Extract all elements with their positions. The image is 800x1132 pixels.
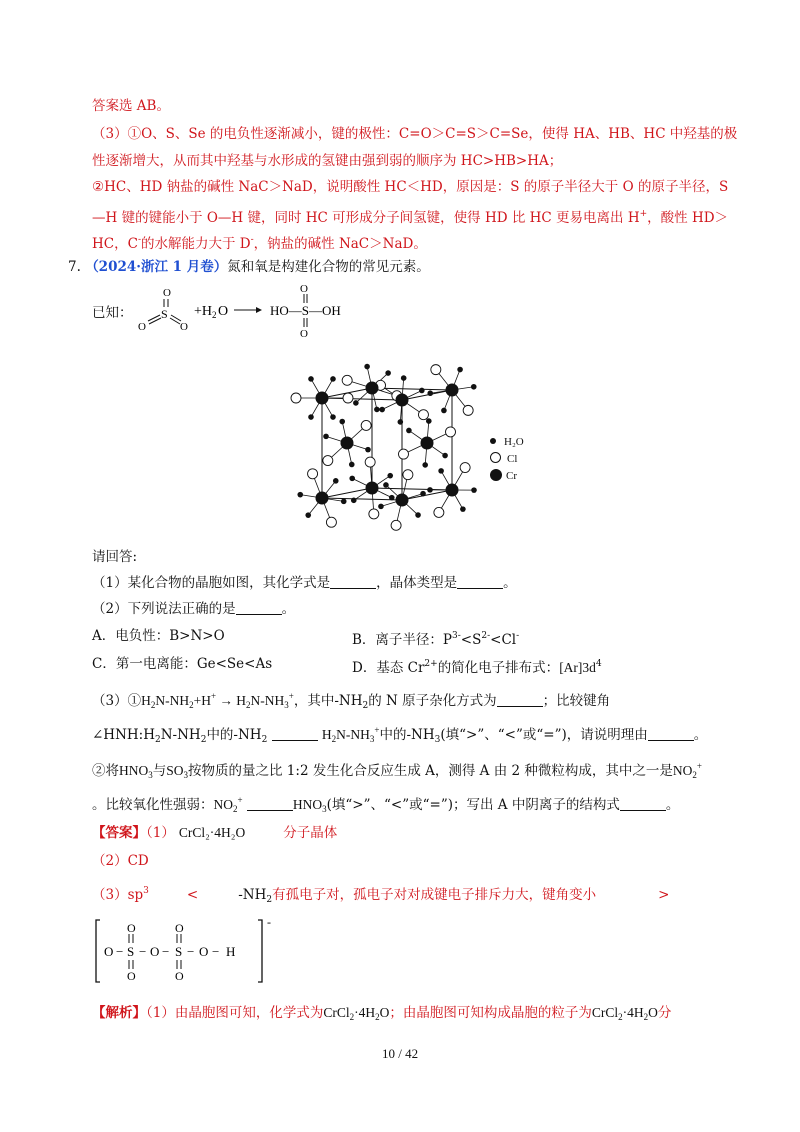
- cr-atom: [446, 484, 459, 497]
- svg-text:−: −: [212, 944, 220, 959]
- svg-text:O: O: [300, 328, 308, 338]
- legend-label: Cr: [506, 470, 517, 482]
- answer-blank[interactable]: [497, 694, 543, 707]
- h2o-atom: [398, 419, 404, 425]
- cl-atom: [391, 520, 401, 530]
- h2o-atom: [460, 506, 466, 512]
- svg-text:O: O: [180, 321, 188, 333]
- cl-atom: [434, 507, 444, 517]
- text: (填“>”、“<”或“=”)，请说明理由: [440, 727, 648, 743]
- h2o-atom: [364, 364, 370, 370]
- h2o-atom: [385, 370, 391, 376]
- answer-blank[interactable]: [247, 798, 293, 811]
- h2o-atom: [415, 512, 421, 518]
- h2o-atom: [379, 407, 385, 413]
- cl-atom: [291, 393, 301, 403]
- h2o-atom: [297, 492, 303, 498]
- svg-text:S: S: [161, 307, 168, 321]
- text: ；比较键角: [542, 693, 611, 709]
- answer-blank[interactable]: [330, 576, 376, 589]
- answer-reason: 有孤电子对，孤电子对对成键电子排斥力大，键角变小: [272, 887, 597, 903]
- cl-atom: [446, 427, 456, 437]
- text: 分: [657, 1005, 672, 1021]
- cr-atom: [421, 437, 434, 450]
- prev-answer-p3-line1: （3）①O、S、Se 的电负性逐渐减小，键的极性：C=O＞C=S＞C=Se，使得 HA、HB、HC 中羟基的极: [92, 126, 738, 142]
- svg-text:O: O: [127, 969, 136, 983]
- svg-text:O: O: [104, 944, 114, 959]
- svg-text:O: O: [150, 944, 160, 959]
- q3-line1: $(3)①H_2N-NH_2+H^+ \to H_2N-NH_3^+$，其中$-NH_2$的 N 原子杂化方式为 ；比较键角: [92, 691, 611, 711]
- text: （3）sp: [92, 887, 144, 903]
- answer-blank[interactable]: [620, 798, 666, 811]
- cl-atom: [323, 456, 333, 466]
- h2o-atom: [349, 462, 355, 468]
- question-source: （2024·浙江 1 月卷）: [85, 259, 228, 275]
- h2o-atom: [339, 419, 345, 425]
- text: —H 键的键能小于 O—H 键，同时 HC 可形成分子间氢键，使得 HD 比 HC 更易电离出 H: [92, 210, 640, 226]
- option-d: D．基态 $Cr^{2+}$的简化电子排布式：$[Ar]3d^4$: [352, 659, 602, 676]
- legend-label: Cl: [507, 453, 518, 465]
- text: （1）由晶胞图可知，化学式为: [146, 1005, 324, 1021]
- text: 。: [503, 575, 517, 591]
- cl-atom: [326, 517, 336, 527]
- cl-atom: [343, 393, 353, 403]
- answer-blank[interactable]: [272, 728, 318, 741]
- h2o-atom: [349, 476, 355, 482]
- h2o-atom: [389, 495, 395, 501]
- answer-compare-gt: >: [658, 887, 670, 903]
- text: （1）: [146, 825, 175, 841]
- text: 3: [143, 886, 149, 896]
- cr-atom: [341, 437, 354, 450]
- svg-text:S: S: [175, 944, 183, 959]
- answer-1: [92, 823, 337, 843]
- text: HC，C: [92, 236, 138, 252]
- reaction-plus: +H: [194, 304, 213, 319]
- q2: [92, 599, 295, 619]
- answer-crystal-type: 分子晶体: [283, 825, 338, 841]
- q1: [92, 573, 517, 593]
- option-c: C．第一电离能：Ge<Se<As: [92, 656, 273, 672]
- q3-line3: ②将$HNO_3$与$SO_3$按物质的量之比 1:2 发生化合反应生成 A，测得 A 由 2 种微粒构成，其中之一是$NO_2^+$: [92, 761, 702, 780]
- question-stem: 氮和氧是构建化合物的常见元素。: [227, 259, 430, 275]
- h2o-atom: [333, 478, 339, 484]
- h2o-atom: [323, 434, 329, 440]
- legend-cr: [490, 468, 524, 485]
- cr-atom: [366, 382, 379, 395]
- prev-answer-choice: 答案选 AB。: [92, 98, 170, 114]
- option-b: B．离子半径：$P^{3-}<S^{2-}<Cl^-$: [352, 631, 520, 648]
- h2o-atom: [441, 408, 447, 414]
- h2o-atom: [387, 473, 393, 479]
- svg-text:O: O: [163, 287, 171, 299]
- h2o-atom: [426, 418, 432, 424]
- anion-charge: -: [267, 915, 271, 929]
- cl-atom: [418, 410, 428, 420]
- text: ，酸性 HD＞: [647, 210, 729, 226]
- text: 中的-NH: [206, 727, 262, 743]
- text: ，晶体类型是: [376, 575, 458, 591]
- text: ；由晶胞图可知构成晶胞的粒子为: [389, 1005, 592, 1021]
- text: ∠HNH:H: [92, 727, 155, 743]
- text: （1）某化合物的晶胞如图，其化学式是: [92, 575, 331, 591]
- h2o-atom: [330, 414, 336, 420]
- text: D．基态 Cr: [352, 660, 425, 676]
- h2o-atom: [374, 407, 380, 413]
- h2o-atom: [308, 414, 314, 420]
- text: -NH: [238, 887, 267, 903]
- text: 。: [665, 797, 680, 813]
- q3-line4: 。比较氧化性强弱：$NO_2^+$ $HNO_3$(填“>”、“<”或“=”)；写出 A 中阴离子的结构式 。: [92, 795, 680, 814]
- svg-text:2: 2: [212, 310, 217, 320]
- prev-answer-p3-line2: 性逐渐增大，从而其中羟基与水形成的氢键由强到弱的顺序为 HC>HB>HA；: [92, 153, 563, 169]
- text: B．离子半径：P: [352, 632, 453, 648]
- analysis-line: 【解析】（1）由晶胞图可知，化学式为$CrCl_2\cdot 4H_2O$；由晶胞图可知构成晶胞的粒子为$CrCl_2\cdot 4H_2O$分: [92, 1005, 672, 1022]
- page-footer: [0, 1046, 800, 1062]
- text: 中的-NH: [379, 727, 435, 743]
- text: 与: [152, 763, 167, 779]
- text: ，钠盐的碱性 NaC＞NaD。: [253, 236, 427, 252]
- cr-atom: [316, 392, 329, 405]
- h2o-atom: [457, 367, 463, 373]
- answer-blank[interactable]: [648, 728, 694, 741]
- q3-line2: $\angle HNH:H_2N-NH_2$中的$-NH_2$ $H_2N-NH_3^+$中的$-NH_3$(填“>”、“<”或“=”)，请说明理由 。: [92, 725, 708, 745]
- text: 的 N 原子杂化方式为: [368, 693, 497, 709]
- prev-answer-p3-line3: ②HC、HD 钠盐的碱性 NaC＞NaD，说明酸性 HC＜HD，原因是：S 的原子半径大于 O 的原子半径，S: [92, 179, 729, 195]
- reaction-product: HO—S—OH: [270, 303, 341, 318]
- text: [Ar]3d: [559, 660, 596, 675]
- h2o-atom: [341, 499, 347, 505]
- h2o-atom: [308, 376, 314, 382]
- question-header: [68, 257, 430, 277]
- text: 。: [693, 727, 708, 743]
- h2o-atom: [427, 487, 433, 493]
- cell-edge: [402, 490, 452, 500]
- cl-atom: [398, 449, 408, 459]
- cr-atom: [316, 492, 329, 505]
- cr-atom: [446, 384, 459, 397]
- text: （2）下列说法正确的是: [92, 601, 236, 617]
- text: 的简化电子排布式：: [437, 660, 560, 676]
- cl-atom: [365, 457, 375, 467]
- h2o-atom: [401, 375, 407, 381]
- h2o-atom: [420, 491, 426, 497]
- answer-2: （2）CD: [92, 853, 149, 869]
- h2o-atom: [351, 498, 357, 504]
- h2o-atom: [419, 388, 425, 394]
- text: ，其中-NH: [293, 693, 363, 709]
- prev-answer-p3-line5: HC，C-的水解能力大于 D-，钠盐的碱性 NaC＞NaD。: [92, 235, 427, 252]
- please-answer: 请回答:: [92, 549, 138, 565]
- answer-3: $(3)sp^3 < -NH_2$有孤电子对，孤电子对对成键电子排斥力大，键角变小 >: [92, 886, 670, 905]
- cr-atom: [396, 494, 409, 507]
- page-total: 42: [405, 1046, 419, 1061]
- answer-label: 【答案】: [92, 825, 146, 841]
- svg-text:S: S: [127, 944, 135, 959]
- prev-answer-p3-line4: —H 键的键能小于 O—H 键，同时 HC 可形成分子间氢键，使得 HD 比 HC 更易电离出 H+，酸性 HD＞: [92, 209, 729, 226]
- legend-cl: [490, 451, 524, 468]
- svg-text:−: −: [187, 944, 195, 959]
- svg-text:−: −: [116, 944, 124, 959]
- text: 。比较氧化性强弱：: [92, 797, 214, 813]
- answer-blank[interactable]: [457, 576, 503, 589]
- option-a: A．电负性：B>N>O: [92, 628, 225, 644]
- svg-text:−: −: [162, 944, 170, 959]
- cl-atom: [431, 365, 441, 375]
- h2o-atom: [305, 512, 311, 518]
- known-reaction-diagram: [130, 278, 370, 338]
- crystal-legend: [490, 434, 524, 485]
- cl-atom: [463, 405, 473, 415]
- legend-h2o: [490, 434, 524, 451]
- h2o-atom: [422, 462, 428, 468]
- svg-text:O: O: [199, 944, 209, 959]
- page-sep: /: [398, 1046, 402, 1061]
- svg-text:O: O: [175, 969, 184, 983]
- svg-text:O: O: [300, 283, 308, 295]
- cl-atom: [342, 375, 352, 385]
- legend-label: H₂O: [504, 436, 524, 448]
- cl-atom: [369, 509, 379, 519]
- h2o-atom: [378, 504, 384, 510]
- cl-atom: [308, 469, 318, 479]
- text: 。: [281, 601, 296, 617]
- answer-compare-lt: <: [186, 887, 199, 903]
- h2o-atom: [471, 384, 477, 390]
- h2o-atom: [330, 376, 336, 382]
- text: 按物质的量之比 1:2 发生化合反应生成 A，测得 A 由 2 种微粒构成，其中之一是: [188, 763, 673, 779]
- svg-text:O: O: [175, 921, 184, 935]
- h2o-atom: [365, 447, 371, 453]
- svg-text:O: O: [127, 921, 136, 935]
- text: (填“>”、“<”或“=”)；写出 A 中阴离子的结构式: [326, 797, 620, 813]
- h2o-atom: [353, 400, 359, 406]
- answer-formula: CrCl₂·4H₂O: [178, 825, 246, 840]
- cr-atom: [366, 482, 379, 495]
- text: （3）①: [92, 693, 142, 709]
- known-label: 已知：: [92, 305, 133, 321]
- question-number: 7.: [68, 259, 81, 275]
- svg-text:H: H: [226, 944, 236, 959]
- reaction-water-o: O: [218, 304, 229, 319]
- h2o-atom: [442, 453, 448, 459]
- svg-text:O: O: [138, 321, 146, 333]
- page-number: 10: [381, 1046, 395, 1061]
- answer-blank[interactable]: [236, 602, 282, 615]
- cl-atom: [460, 463, 470, 473]
- h2o-atom: [383, 482, 389, 488]
- h2o-atom: [438, 468, 444, 474]
- cl-atom: [361, 420, 371, 430]
- h2o-atom: [471, 487, 477, 493]
- svg-text:−: −: [139, 944, 147, 959]
- h2o-atom: [406, 428, 412, 434]
- cr-atom: [396, 394, 409, 407]
- h2o-atom: [427, 390, 433, 396]
- cl-atom: [403, 470, 413, 480]
- text: ②将: [92, 763, 119, 779]
- analysis-label: 【解析】: [92, 1005, 146, 1021]
- text: 的水解能力大于 D: [140, 236, 251, 252]
- anion-structure-diagram: [92, 912, 292, 990]
